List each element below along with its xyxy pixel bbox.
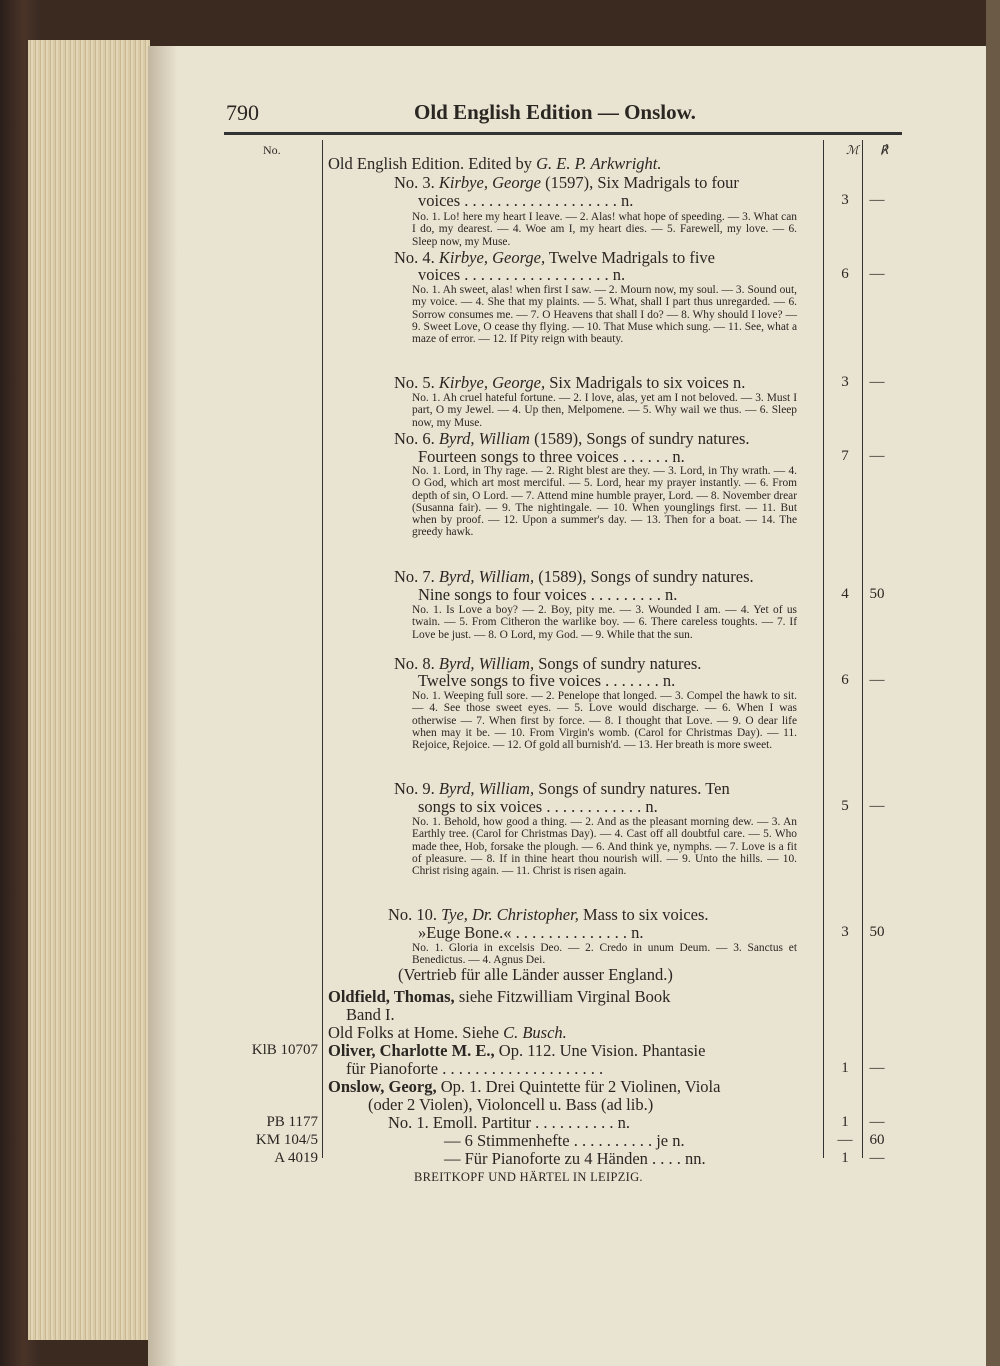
- catalog-number: PB 1177: [266, 1114, 318, 1130]
- entry-line: songs to six voices . . . . . . . . . . . . n.: [418, 797, 658, 816]
- contents-list: No. 1. Is Love a boy? — 2. Boy, pity me. — 3. Wounded I am. — 4. Yet of us twain. — 5. From Citheron the warlike boy. — 6. There careless toughts. — 7. If Love be just. — 8. O Lord, my God. — 9. While that the sun.: [412, 604, 797, 641]
- catalog-number: KlB 10707: [251, 1042, 318, 1058]
- price-pf: —: [869, 266, 885, 282]
- contents-list: No. 1. Weeping full sore. — 2. Penelope that longed. — 3. Compel the hawk to sit. — 4. See those sweet eyes. — 5. Love would discharge. — 6. When I was otherwise — 7. When first by force. — 8. I thought that Love. — 9. O dear life when may it be. — 10. From Virgin's womb. (Carol for Christmas Day). — 11. Rejoice, Rejoice. — 12. Of gold all burnish'd. — 13. Her breath is more sweet.: [412, 690, 797, 752]
- price-mark: 3: [841, 924, 849, 940]
- price-mark: 3: [841, 374, 849, 390]
- entry-line: No. 7. Byrd, William, (1589), Songs of sundry natures.: [394, 567, 754, 586]
- price-mark: 1: [841, 1150, 849, 1166]
- entry-line: voices . . . . . . . . . . . . . . . . . . n.: [418, 265, 626, 284]
- distribution-note: (Vertrieb für alle Länder ausser England.): [398, 965, 673, 984]
- header-rule: [224, 132, 902, 135]
- entry-line: Fourteen songs to three voices . . . . . . n.: [418, 447, 685, 466]
- price-pf: —: [869, 798, 885, 814]
- entry-line: für Pianoforte . . . . . . . . . . . . . . . . . . . .: [346, 1059, 604, 1078]
- price-pf: —: [869, 1114, 885, 1130]
- contents-list: No. 1. Behold, how good a thing. — 2. And as the pleasant morning dew. — 3. An Earthly tree. (Carol for Christmas Day). — 4. Cast off all doubtful care. — 5. Who made thee, Hob, forsake the plough. — 6. And think ye, nymphs. — 7. Love is a fit of pleasure. — 8. If in thine heart thou nourish will. — 9. Unto the hills. — 10. Christ rising again. — 11. Christ is risen again.: [412, 816, 797, 878]
- contents-list: No. 1. Ah cruel hateful fortune. — 2. I love, alas, yet am I not beloved. — 3. Must I part, O my Jewel. — 4. Up then, Melpomene. — 5. Why wail we thus. — 6. Sleep now, my Muse.: [412, 392, 797, 429]
- price-pf: —: [869, 672, 885, 688]
- entry-line: — 6 Stimmenhefte . . . . . . . . . . je n.: [444, 1131, 685, 1150]
- price-pf: —: [869, 1060, 885, 1076]
- entry-line: No. 4. Kirbye, George, Twelve Madrigals to five: [394, 248, 715, 267]
- contents-list: No. 1. Ah sweet, alas! when first I saw. — 2. Mourn now, my soul. — 3. Sound out, my voice. — 4. She that my plaints. — 5. What, shall I part thus unregarded. — 6. Sorrow consumes me. — 7. O Heavens that shall I do? — 8. Why should I love? — 9. Sweet Love, O cease thy flying. — 10. That Muse which sung. — 11. See, what a maze of error. — 12. If Pity reign with beauty.: [412, 284, 797, 346]
- page-number: 790: [226, 100, 259, 125]
- facing-page-edge: [986, 0, 1000, 1366]
- entry-line: No. 9. Byrd, William, Songs of sundry natures. Ten: [394, 779, 730, 798]
- price-pf: 60: [869, 1132, 885, 1148]
- publisher-footer: BREITKOPF UND HÄRTEL IN LEIPZIG.: [414, 1170, 643, 1184]
- entry-line: Oldfield, Thomas, siehe Fitzwilliam Virginal Book: [328, 987, 671, 1006]
- page-title: Old English Edition — Onslow.: [414, 100, 696, 124]
- price-pf: —: [869, 374, 885, 390]
- price-mark: 7: [841, 448, 849, 464]
- entry-line: No. 5. Kirbye, George, Six Madrigals to six voices n.: [394, 373, 746, 392]
- price-pf: —: [869, 448, 885, 464]
- entry-line: No. 3. Kirbye, George (1597), Six Madrigals to four: [394, 173, 739, 192]
- column-divider: [322, 140, 323, 1158]
- price-pf: —: [869, 192, 885, 208]
- column-header-pf: ℟: [880, 143, 889, 157]
- page-edges: [28, 40, 150, 1340]
- entry-line: (oder 2 Violen), Violoncell u. Bass (ad lib.): [368, 1095, 654, 1114]
- price-pf: 50: [869, 924, 885, 940]
- series-title: Old English Edition. Edited by G. E. P. Arkwright.: [328, 154, 662, 173]
- entry-line: No. 10. Tye, Dr. Christopher, Mass to six voices.: [388, 905, 709, 924]
- page-gutter: [148, 46, 178, 1366]
- catalog-number: A 4019: [274, 1150, 318, 1166]
- entry-line: — Für Pianoforte zu 4 Händen . . . . nn.: [444, 1149, 706, 1168]
- price-mark: 4: [841, 586, 849, 602]
- entry-line: Twelve songs to five voices . . . . . . . n.: [418, 671, 676, 690]
- price-mark: —: [837, 1132, 853, 1148]
- price-mark: 1: [841, 1060, 849, 1076]
- price-pf: —: [869, 1150, 885, 1166]
- entry-line: Oliver, Charlotte M. E., Op. 112. Une Vision. Phantasie: [328, 1041, 706, 1060]
- contents-list: No. 1. Lo! here my heart I leave. — 2. Alas! what hope of speeding. — 3. What can I do, my dearest. — 4. Woe am I, my heart dies. — 5. Farewell, my love. — 6. Sleep now, my Muse.: [412, 211, 797, 248]
- price-mark: 3: [841, 192, 849, 208]
- entry-line: »Euge Bone.« . . . . . . . . . . . . . . n.: [418, 923, 644, 942]
- price-mark: 1: [841, 1114, 849, 1130]
- entry-line: Band I.: [346, 1005, 395, 1024]
- column-divider: [862, 140, 863, 1158]
- price-mark: 5: [841, 798, 849, 814]
- entry-line: voices . . . . . . . . . . . . . . . . . . . n.: [418, 191, 634, 210]
- price-mark: 6: [841, 266, 849, 282]
- entry-line: Old Folks at Home. Siehe C. Busch.: [328, 1023, 567, 1042]
- column-header-mark: ℳ: [846, 143, 859, 157]
- entry-line: Nine songs to four voices . . . . . . . . . n.: [418, 585, 678, 604]
- entry-line: No. 1. Emoll. Partitur . . . . . . . . . . n.: [388, 1113, 630, 1132]
- entry-line: Onslow, Georg, Op. 1. Drei Quintette für 2 Violinen, Viola: [328, 1077, 721, 1096]
- column-header-no: No.: [263, 143, 281, 157]
- catalog-number: KM 104/5: [255, 1132, 318, 1148]
- contents-list: No. 1. Gloria in excelsis Deo. — 2. Credo in unum Deum. — 3. Sanctus et Benedictus. — 4. Agnus Dei.: [412, 942, 797, 967]
- price-mark: 6: [841, 672, 849, 688]
- entry-line: No. 8. Byrd, William, Songs of sundry natures.: [394, 654, 702, 673]
- contents-list: No. 1. Lord, in Thy rage. — 2. Right blest are they. — 3. Lord, in Thy wrath. — 4. O God, which art most merciful. — 5. Lord, hear my prayer instantly. — 6. From depth of sin, O Lord. — 7. Attend mine humble prayer, Lord. — 8. November drear (Susanna fair). — 9. The nightingale. — 10. When younglings first. — 11. But when by proof. — 12. Upon a summer's day. — 13. Then for a boat. — 14. The greedy hawk.: [412, 465, 797, 539]
- entry-line: No. 6. Byrd, William (1589), Songs of sundry natures.: [394, 429, 750, 448]
- price-pf: 50: [869, 586, 885, 602]
